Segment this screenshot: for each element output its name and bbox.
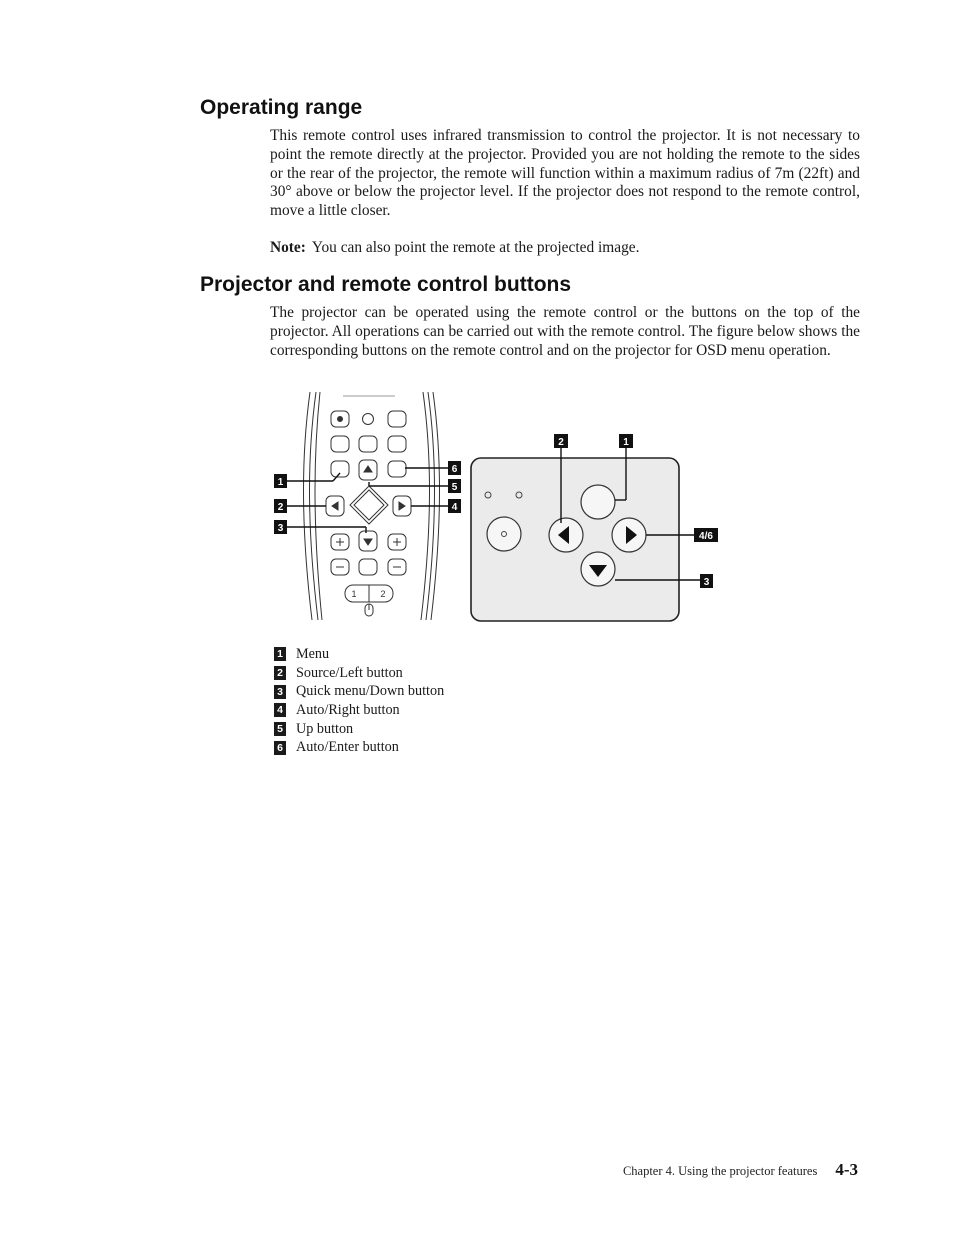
- projector-callout-3: [700, 574, 713, 588]
- note: [270, 239, 860, 258]
- legend-item: [274, 645, 444, 664]
- legend-number: 2: [274, 666, 286, 680]
- legend-number: 5: [274, 722, 286, 736]
- button-legend: [274, 645, 444, 757]
- page-footer: [623, 1160, 858, 1180]
- remote-callout-3: [274, 520, 287, 534]
- legend-item: [274, 701, 444, 720]
- legend-number: 1: [274, 647, 286, 661]
- svg-text:2: 2: [277, 502, 284, 513]
- svg-text:6: 6: [451, 464, 458, 475]
- note-label: Note:: [270, 239, 306, 256]
- legend-label: Up button: [296, 720, 354, 737]
- remote-callout-2: [274, 499, 287, 513]
- legend-label: Auto/Right button: [296, 701, 400, 718]
- legend-label: Auto/Enter button: [296, 739, 399, 756]
- buttons-paragraph: The projector can be operated using the remote control or the buttons on the top of the projector. All operations can be carried out with the remote control. The figure below shows the corresponding buttons on the remote control and on the projector for OSD menu operation.: [270, 304, 860, 359]
- legend-number: 4: [274, 703, 286, 717]
- svg-text:5: 5: [451, 482, 458, 493]
- svg-text:3: 3: [703, 577, 710, 588]
- remote-button-1-label: 1: [351, 589, 357, 599]
- svg-text:1: 1: [623, 437, 629, 448]
- legend-label: Quick menu/Down button: [296, 683, 445, 700]
- remote-callout-1: [274, 474, 287, 488]
- svg-text:4: 4: [451, 502, 458, 513]
- legend-item: [274, 720, 444, 739]
- legend-number: 3: [274, 685, 286, 699]
- legend-item: [274, 682, 444, 701]
- projector-panel-illustration: [471, 458, 679, 621]
- remote-callout-6: [448, 461, 461, 475]
- svg-text:2: 2: [558, 437, 564, 448]
- remote-callout-5: [448, 479, 461, 493]
- note-text: You can also point the remote at the projected image.: [311, 239, 640, 256]
- remote-leader-lines: [287, 468, 448, 533]
- legend-item: [274, 664, 444, 683]
- svg-text:3: 3: [277, 523, 284, 534]
- section-heading-buttons: Projector and remote control buttons: [200, 273, 572, 296]
- svg-text:4/6: 4/6: [699, 531, 713, 542]
- svg-text:1: 1: [277, 477, 284, 488]
- legend-label: Menu: [296, 645, 330, 662]
- projector-callout-1: [619, 434, 633, 448]
- operating-range-paragraph: This remote control uses infrared transmission to control the projector. It is not necessary to point the remote directly at the projector. Provided you are not holding the remote to the sides or the rear of the projector, the remote will function within a maximum radius of 7m (22ft) and 30° above or below the projector level. If the projector does not respond to the remote control, move a little closer.: [270, 127, 860, 220]
- remote-projector-figure: [270, 388, 720, 628]
- legend-label: Source/Left button: [296, 664, 403, 681]
- projector-callout-2: [554, 434, 568, 448]
- legend-item: [274, 738, 444, 757]
- footer-chapter: Chapter 4. Using the projector features: [622, 1164, 818, 1178]
- remote-button-2-label: 2: [380, 589, 386, 599]
- legend-number: 6: [274, 741, 286, 755]
- projector-callout-4-6: [694, 528, 718, 542]
- page-number: 4-3: [835, 1160, 858, 1179]
- remote-callout-4: [448, 499, 461, 513]
- section-heading-operating-range: Operating range: [200, 96, 363, 119]
